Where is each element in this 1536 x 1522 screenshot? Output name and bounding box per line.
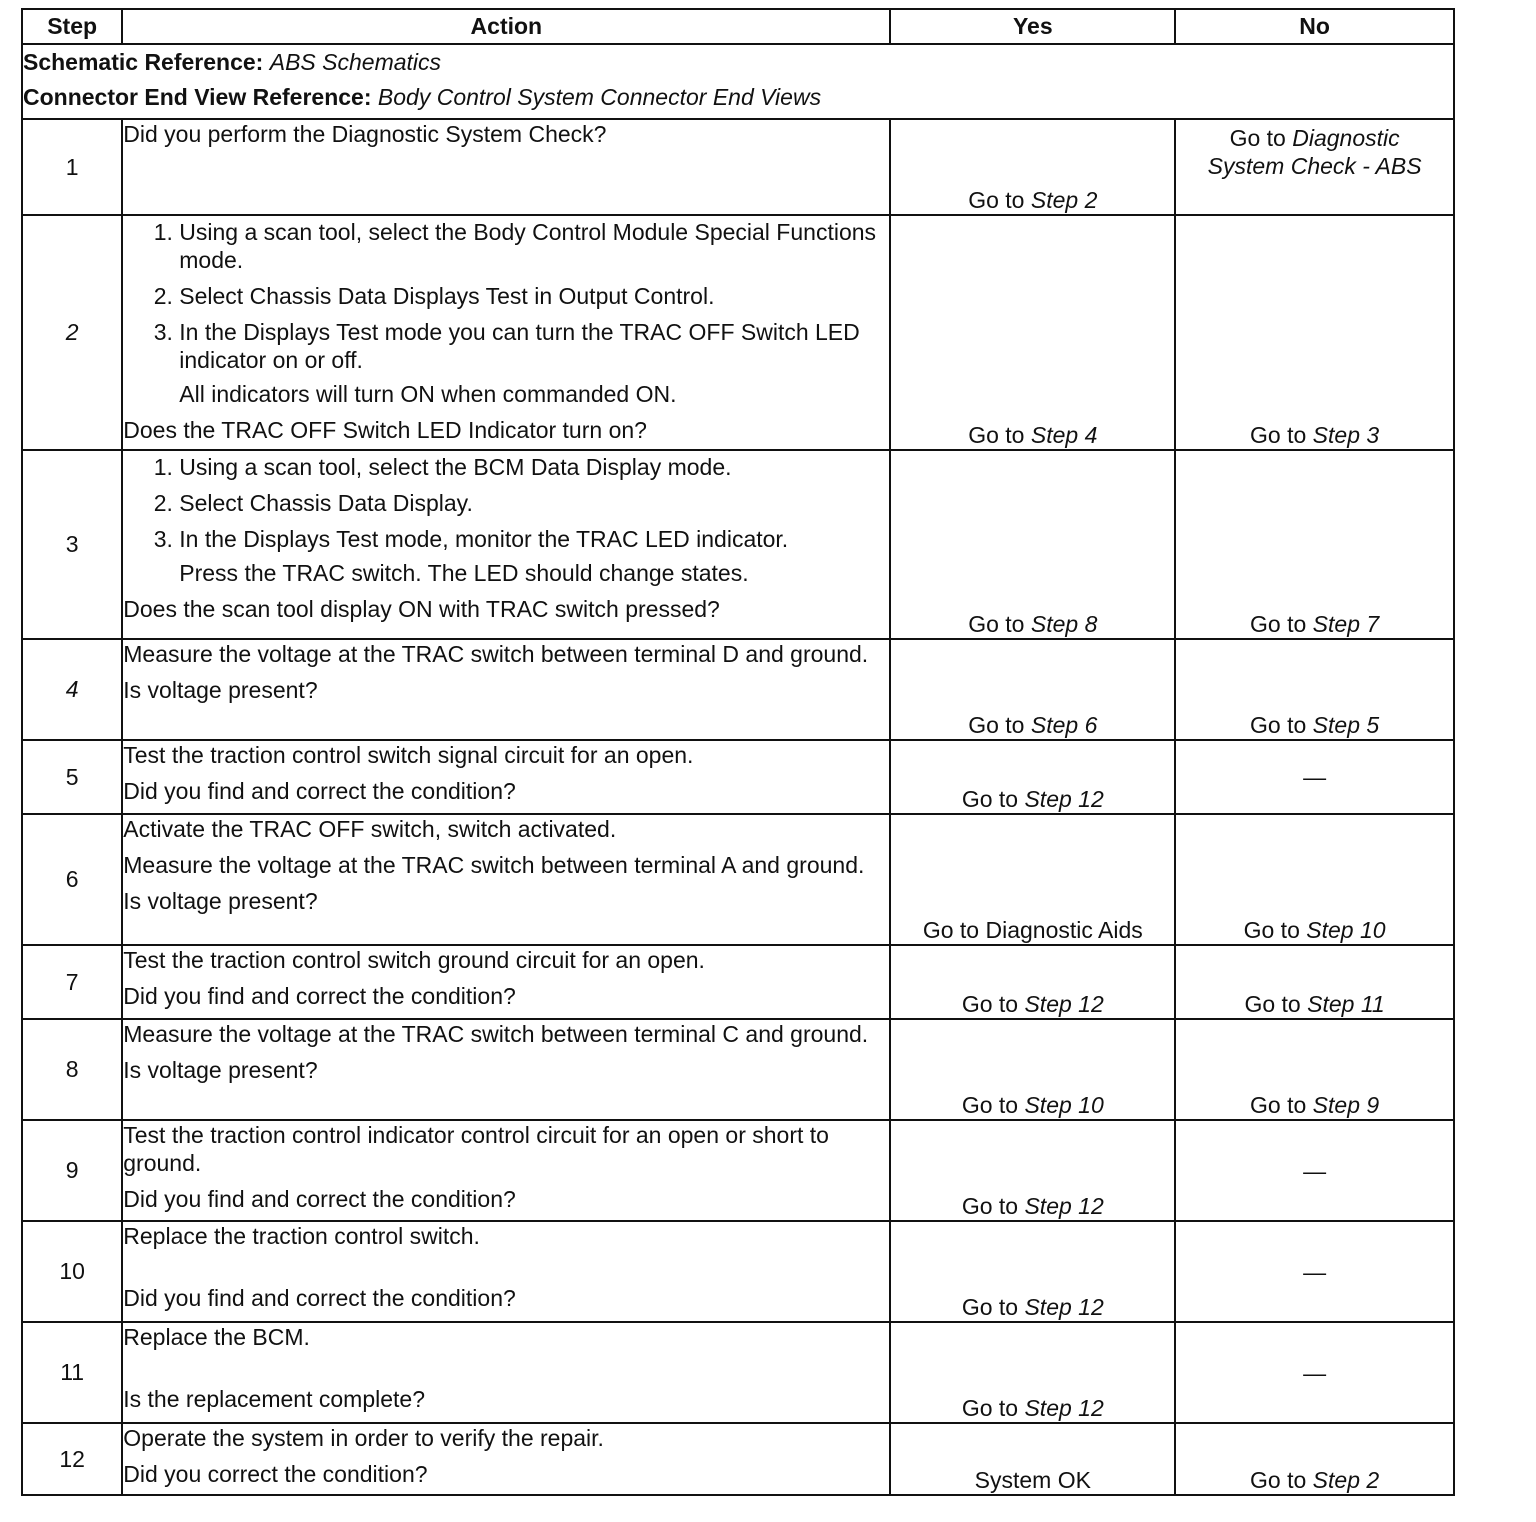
no-cell <box>1175 215 1454 450</box>
go-to-text: Go to <box>961 1395 1019 1421</box>
action-question: Is voltage present? <box>123 677 318 703</box>
substep: 3. In the Displays Test mode, monitor the TRAC LED indicator. <box>179 525 889 553</box>
no-target: Step 9 <box>1312 1092 1380 1118</box>
no-target: Step 7 <box>1312 611 1380 637</box>
step-number: 11 <box>22 1322 122 1423</box>
yes-cell <box>890 450 1175 639</box>
no-target: Step 2 <box>1312 1467 1380 1493</box>
table-row <box>22 1019 1454 1120</box>
yes-cell: System OK <box>890 1423 1175 1495</box>
diagnostic-table <box>21 8 1455 1496</box>
go-to-text: Go to <box>961 991 1019 1017</box>
action-question: Did you find and correct the condition? <box>123 778 516 804</box>
substep: 3. In the Displays Test mode you can turn the TRAC OFF Switch LED indicator on or off. <box>179 318 889 374</box>
go-to-text: Go to <box>961 1294 1019 1320</box>
step-number: 10 <box>22 1221 122 1322</box>
go-to-text: Go to <box>961 786 1019 812</box>
go-to-text: Go to <box>1250 1092 1307 1118</box>
step-number: 3 <box>22 450 122 639</box>
action-text: Replace the traction control switch. <box>123 1223 480 1249</box>
action-question: Did you find and correct the condition? <box>123 983 516 1009</box>
schematic-reference-value: ABS Schematics <box>269 49 442 75</box>
step-number: 2 <box>22 215 122 450</box>
no-cell: — <box>1175 1322 1454 1423</box>
no-cell <box>1175 1019 1454 1120</box>
table-row <box>22 814 1454 945</box>
no-cell <box>1175 1423 1454 1495</box>
no-target: Step 5 <box>1312 712 1380 738</box>
go-to-text: Go to <box>1250 1467 1307 1493</box>
go-to-text: Go to <box>968 611 1025 637</box>
action-question: Does the scan tool display ON with TRAC switch pressed? <box>123 596 720 622</box>
yes-cell <box>890 945 1175 1019</box>
yes-target: Step 8 <box>1030 611 1098 637</box>
action-text: Measure the voltage at the TRAC switch between terminal C and ground. <box>123 1021 869 1047</box>
yes-target: Step 12 <box>1024 1294 1104 1320</box>
connector-reference-value: Body Control System Connector End Views <box>377 84 822 110</box>
header-yes: Yes <box>890 9 1175 44</box>
yes-target: Step 10 <box>1024 1092 1104 1118</box>
yes-cell <box>890 639 1175 740</box>
no-target: Diagnostic <box>1292 125 1400 151</box>
yes-cell <box>890 1221 1175 1322</box>
action-cell <box>122 1423 890 1495</box>
action-question: Is voltage present? <box>123 888 318 914</box>
step-number: 1 <box>22 119 122 215</box>
table-row <box>22 1120 1454 1221</box>
table-row <box>22 215 1454 450</box>
step-number: 7 <box>22 945 122 1019</box>
substep: 2. Select Chassis Data Display. <box>179 489 889 517</box>
yes-cell <box>890 1019 1175 1120</box>
action-cell <box>122 814 890 945</box>
no-cell <box>1175 119 1454 215</box>
no-target: Step 10 <box>1306 917 1386 943</box>
action-cell <box>122 1322 890 1423</box>
action-cell <box>122 1221 890 1322</box>
header-row <box>22 9 1454 44</box>
no-target: System Check - ABS <box>1207 153 1422 179</box>
action-question: Did you find and correct the condition? <box>123 1186 516 1212</box>
header-step: Step <box>22 9 122 44</box>
action-text: Did you perform the Diagnostic System Check? <box>123 121 607 147</box>
yes-cell: Go to Diagnostic Aids <box>890 814 1175 945</box>
no-target: Step 3 <box>1312 422 1380 448</box>
action-text: Test the traction control switch signal circuit for an open. <box>123 742 694 768</box>
action-question: Does the TRAC OFF Switch LED Indicator turn on? <box>123 417 647 443</box>
no-cell <box>1175 450 1454 639</box>
no-cell <box>1175 945 1454 1019</box>
action-question: Is the replacement complete? <box>123 1386 425 1412</box>
table-row <box>22 1423 1454 1495</box>
go-to-text: Go to <box>968 187 1025 213</box>
connector-reference <box>23 80 1453 115</box>
no-cell <box>1175 814 1454 945</box>
go-to-text: Go to <box>1250 422 1307 448</box>
action-question: Is voltage present? <box>123 1057 318 1083</box>
yes-target: Step 4 <box>1030 422 1098 448</box>
table-row <box>22 450 1454 639</box>
action-cell <box>122 740 890 814</box>
header-action: Action <box>122 9 890 44</box>
yes-target: Step 12 <box>1024 786 1104 812</box>
action-text: Operate the system in order to verify the repair. <box>123 1425 604 1451</box>
action-note: All indicators will turn ON when commanded ON. <box>179 381 677 407</box>
step-number: 6 <box>22 814 122 945</box>
action-text: Test the traction control switch ground circuit for an open. <box>123 947 705 973</box>
go-to-text: Go to <box>968 422 1025 448</box>
schematic-reference-label: Schematic Reference: <box>23 49 264 75</box>
action-cell <box>122 215 890 450</box>
no-cell: — <box>1175 1120 1454 1221</box>
table-row <box>22 740 1454 814</box>
no-target: Step 11 <box>1307 991 1385 1017</box>
go-to-text: Go to <box>1250 611 1307 637</box>
no-cell: — <box>1175 1221 1454 1322</box>
no-cell <box>1175 639 1454 740</box>
step-number: 8 <box>22 1019 122 1120</box>
action-question: Did you correct the condition? <box>123 1461 428 1487</box>
substep: 1. Using a scan tool, select the BCM Data Display mode. <box>179 453 889 481</box>
go-to-text: Go to <box>1229 125 1286 151</box>
substep: 1. Using a scan tool, select the Body Control Module Special Functions mode. <box>179 218 889 274</box>
yes-target: Step 6 <box>1030 712 1098 738</box>
connector-reference-label: Connector End View Reference: <box>23 84 372 110</box>
table-row <box>22 639 1454 740</box>
go-to-text: Go to <box>1244 991 1301 1017</box>
reference-row <box>22 44 1454 119</box>
yes-cell <box>890 1322 1175 1423</box>
action-question: Did you find and correct the condition? <box>123 1285 516 1311</box>
yes-cell <box>890 119 1175 215</box>
action-text: Test the traction control indicator control circuit for an open or short to ground. <box>123 1122 829 1176</box>
yes-cell <box>890 215 1175 450</box>
go-to-text: Go to <box>961 1193 1019 1219</box>
action-cell <box>122 1019 890 1120</box>
go-to-text: Go to <box>1243 917 1300 943</box>
action-cell <box>122 639 890 740</box>
action-text: Replace the BCM. <box>123 1324 310 1350</box>
step-number: 9 <box>22 1120 122 1221</box>
go-to-text: Go to <box>1250 712 1307 738</box>
action-cell <box>122 450 890 639</box>
table-row <box>22 945 1454 1019</box>
yes-target: Step 2 <box>1030 187 1098 213</box>
no-cell: — <box>1175 740 1454 814</box>
action-text: Measure the voltage at the TRAC switch between terminal A and ground. <box>123 852 865 878</box>
action-cell <box>122 119 890 215</box>
go-to-text: Go to <box>968 712 1025 738</box>
action-note: Press the TRAC switch. The LED should change states. <box>179 560 749 586</box>
action-text: Measure the voltage at the TRAC switch between terminal D and ground. <box>123 641 869 667</box>
reference-cell <box>22 44 1454 119</box>
yes-target: Step 12 <box>1024 991 1104 1017</box>
table-row <box>22 119 1454 215</box>
yes-cell <box>890 1120 1175 1221</box>
header-no: No <box>1175 9 1454 44</box>
go-to-text: Go to <box>961 1092 1019 1118</box>
substep: 2. Select Chassis Data Displays Test in Output Control. <box>179 282 889 310</box>
action-text: Activate the TRAC OFF switch, switch activated. <box>123 816 617 842</box>
yes-target: Step 12 <box>1024 1395 1104 1421</box>
table-row <box>22 1221 1454 1322</box>
substep-list <box>123 453 889 553</box>
substep-list <box>123 218 889 374</box>
yes-target: Step 12 <box>1024 1193 1104 1219</box>
step-number: 4 <box>22 639 122 740</box>
action-cell <box>122 945 890 1019</box>
table-row <box>22 1322 1454 1423</box>
action-cell <box>122 1120 890 1221</box>
step-number: 5 <box>22 740 122 814</box>
schematic-reference <box>23 45 1453 80</box>
step-number: 12 <box>22 1423 122 1495</box>
yes-cell <box>890 740 1175 814</box>
